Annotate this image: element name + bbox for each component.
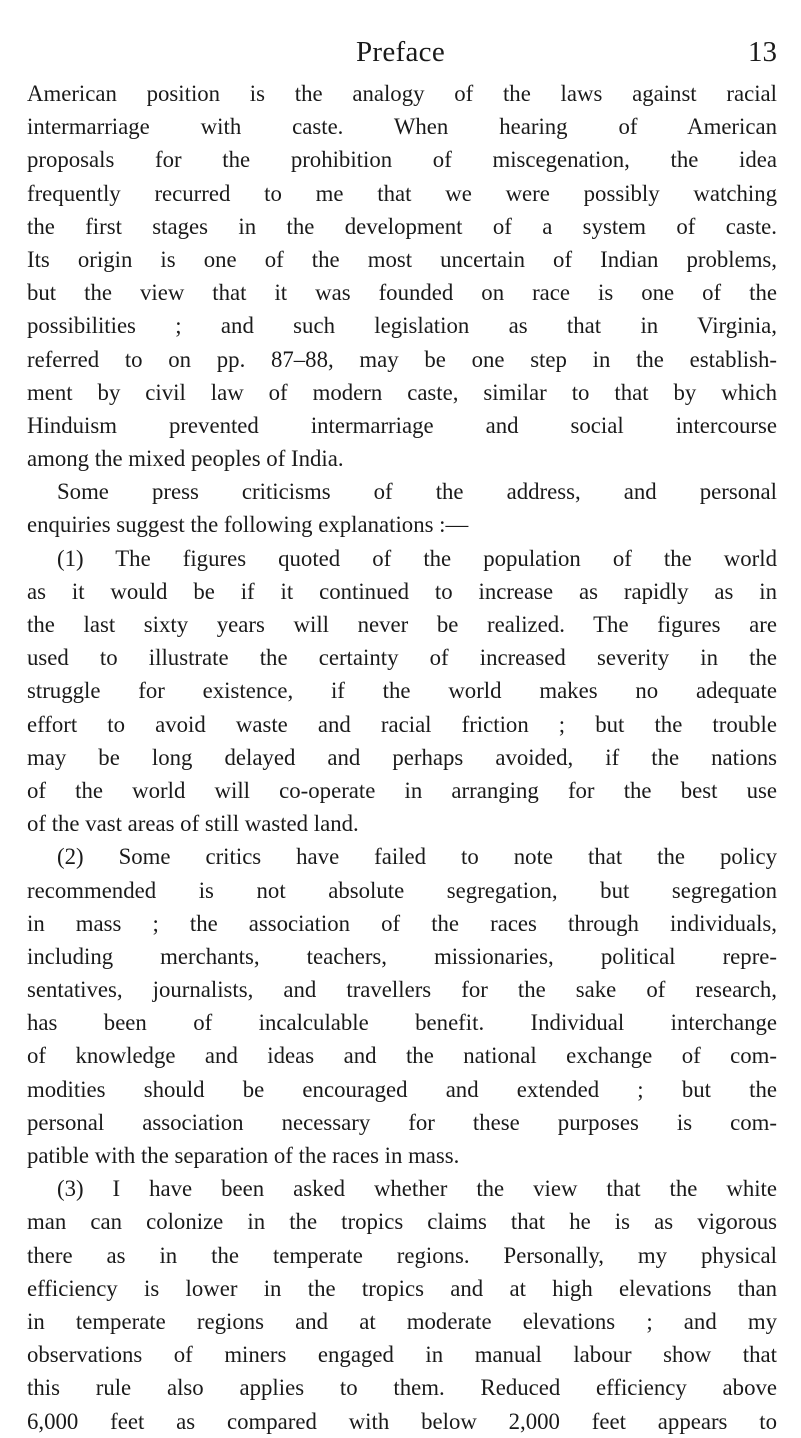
text-line: struggle for existence, if the world makes no adequate [27,678,777,704]
body-text [27,77,777,1438]
paragraph [27,1172,777,1438]
text-line: of the vast areas of still wasted land. [27,811,359,837]
paragraph [27,542,777,841]
text-line: has been of incalculable benefit. Individual interchange [27,1010,777,1036]
text-line: proposals for the prohibition of miscegenation, the idea [27,147,777,173]
text-line: (1) The figures quoted of the population of the world [57,545,777,571]
text-line: possibilities ; and such legislation as that in Virginia, [27,313,777,339]
text-line: but the view that it was founded on race is one of the [27,280,777,306]
text-line: observations of miners engaged in manual labour show that [27,1342,777,1368]
paragraph [27,840,777,1172]
text-line: man can colonize in the tropics claims that he is as vigorous [27,1209,777,1235]
text-line: in mass ; the association of the races through individuals, [27,910,777,936]
text-line: referred to on pp. 87–88, may be one step in the establish- [27,346,777,372]
text-line: this rule also applies to them. Reduced efficiency above [27,1375,777,1401]
text-line: ment by civil law of modern caste, similar to that by which [27,379,777,405]
text-line: of knowledge and ideas and the national exchange of com- [27,1043,777,1069]
text-line: of the world will co-operate in arranging for the best use [27,777,777,803]
text-line: among the mixed peoples of India. [27,446,344,472]
paragraph [27,77,777,475]
text-line: patible with the separation of the races in mass. [27,1143,460,1168]
text-line: intermarriage with caste. When hearing of American [27,114,777,140]
text-line: recommended is not absolute segregation, but segregation [27,877,777,903]
text-line: (3) I have been asked whether the view that the white [57,1176,777,1202]
text-line: Its origin is one of the most uncertain of Indian problems, [27,246,777,272]
text-line: in temperate regions and at moderate elevations ; and my [27,1308,777,1334]
text-line: 6,000 feet as compared with below 2,000 feet appears to [27,1408,777,1434]
text-line: (2) Some critics have failed to note that the policy [57,844,777,870]
text-line: modities should be encouraged and extended ; but the [27,1076,777,1102]
page-number: 13 [748,36,777,68]
text-line: American position is the analogy of the laws against racial [27,81,777,106]
running-title: Preface [355,36,446,68]
text-line: efficiency is lower in the tropics and at high elevations than [27,1275,777,1301]
text-line: as it would be if it continued to increase as rapidly as in [27,578,777,604]
text-line: sentatives, journalists, and travellers for the sake of research, [27,977,777,1003]
text-line: the first stages in the development of a system of caste. [27,213,777,239]
text-line: Hinduism prevented intermarriage and social intercourse [27,412,777,438]
text-line: there as in the temperate regions. Personally, my physical [27,1242,777,1268]
text-line: enquiries suggest the following explanations :— [27,512,469,538]
text-line: effort to avoid waste and racial friction ; but the trouble [27,711,777,737]
text-line: personal association necessary for these purposes is com- [27,1109,777,1135]
running-head [0,30,801,74]
text-line: including merchants, teachers, missionaries, political repre- [27,943,777,969]
text-line: used to illustrate the certainty of increased severity in the [27,645,777,671]
text-line: Some press criticisms of the address, and personal [57,479,777,505]
paragraph [27,475,777,541]
text-line: frequently recurred to me that we were possibly watching [27,180,777,206]
text-line: may be long delayed and perhaps avoided, if the nations [27,744,777,770]
text-line: the last sixty years will never be realized. The figures are [27,612,777,637]
